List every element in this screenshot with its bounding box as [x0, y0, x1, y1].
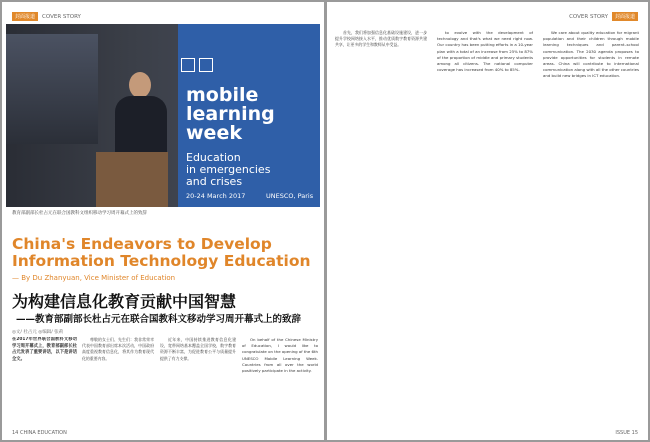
- header: [569, 12, 638, 21]
- body-column: On behalf of the Chinese Ministry of Education, I would like to congratulate on the opening of the 6th UNESCO Mobile Learning Week. Countries from all over the world positively participate in the activity.: [242, 337, 318, 374]
- photo-caption: 教育部副部长杜占元在联合国教科文组织移动学习周开幕式上的致辞: [12, 211, 147, 216]
- page-number: ISSUE 15: [615, 430, 638, 436]
- cover-photo: [6, 24, 320, 207]
- stage-screen: [6, 34, 98, 144]
- header: [12, 12, 81, 21]
- banner-footer: UNESCO, Paris: [266, 192, 314, 200]
- body-column: 近年来，中国持续推进教育信息化建设，宽带网络基本覆盖全国学校，数字教育资源不断丰富，为促进教育公平与质量提升提供了有力支撑。: [160, 337, 236, 361]
- right-page: [327, 2, 648, 440]
- byline: ◎文/ 杜占元 ◎编辑/ 张莉: [12, 330, 64, 335]
- unesco-logos: [181, 58, 213, 72]
- chinese-title: 为构建信息化教育贡献中国智慧: [12, 292, 237, 311]
- banner-title: mobile learning week: [186, 84, 275, 144]
- podium: [96, 152, 168, 207]
- section-tag: 封面报道: [612, 12, 638, 21]
- page-number: 14 CHINA EDUCATION: [12, 430, 67, 436]
- left-page: [2, 2, 324, 440]
- section-tag: 封面报道: [12, 12, 38, 21]
- banner-date: 20-24 March 2017: [186, 192, 246, 200]
- body-column: 首先，我们将加强信息化基础设施建设，进一步提升学校网络接入水平，推动优质数字教育资源共建共享，让更多的学生和教师从中受益。: [335, 30, 427, 48]
- lead-paragraph: 在2017年世界联合国教科文移动学习周开幕式上，教育部副部长杜占元发表了重要讲话，以下是讲话全文。: [12, 337, 77, 362]
- section-label: COVER STORY: [42, 13, 81, 20]
- body-column: We care about quality education for migrant population and their children through mobile learning techniques and parent–school communication. The 2030 agenda proposes to provide opportunities for students in remote areas. China will contribute to international communication along with all the other countries and build new bridges in ICT education.: [543, 30, 639, 79]
- banner-subtitle: Education in emergencies and crises: [186, 151, 271, 188]
- unesco-logo-icon: [181, 58, 195, 72]
- chinese-subtitle: ——教育部副部长杜占元在联合国教科文移动学习周开幕式上的致辞: [16, 314, 302, 325]
- body-column: to evolve with the development of technology and that's what we need right now. Our country has been putting efforts in a 10-year plan with a total of an increase from 25% to 87% of the proportion of middle and primary students among all citizens. The national computer coverage has increased from 40% to 85%.: [437, 30, 533, 73]
- english-author: — By Du Zhanyuan, Vice Minister of Education: [12, 274, 176, 282]
- unesco-logo-icon: [199, 58, 213, 72]
- section-label: COVER STORY: [569, 13, 608, 20]
- english-title: China's Endeavors to Develop Information Technology Education: [12, 235, 311, 270]
- body-column: 尊敬的女士们、先生们：我非常荣幸代表中国教育部出席本次活动，中国政府高度重视教育信息化，将其作为教育现代化的重要内容。: [82, 337, 154, 361]
